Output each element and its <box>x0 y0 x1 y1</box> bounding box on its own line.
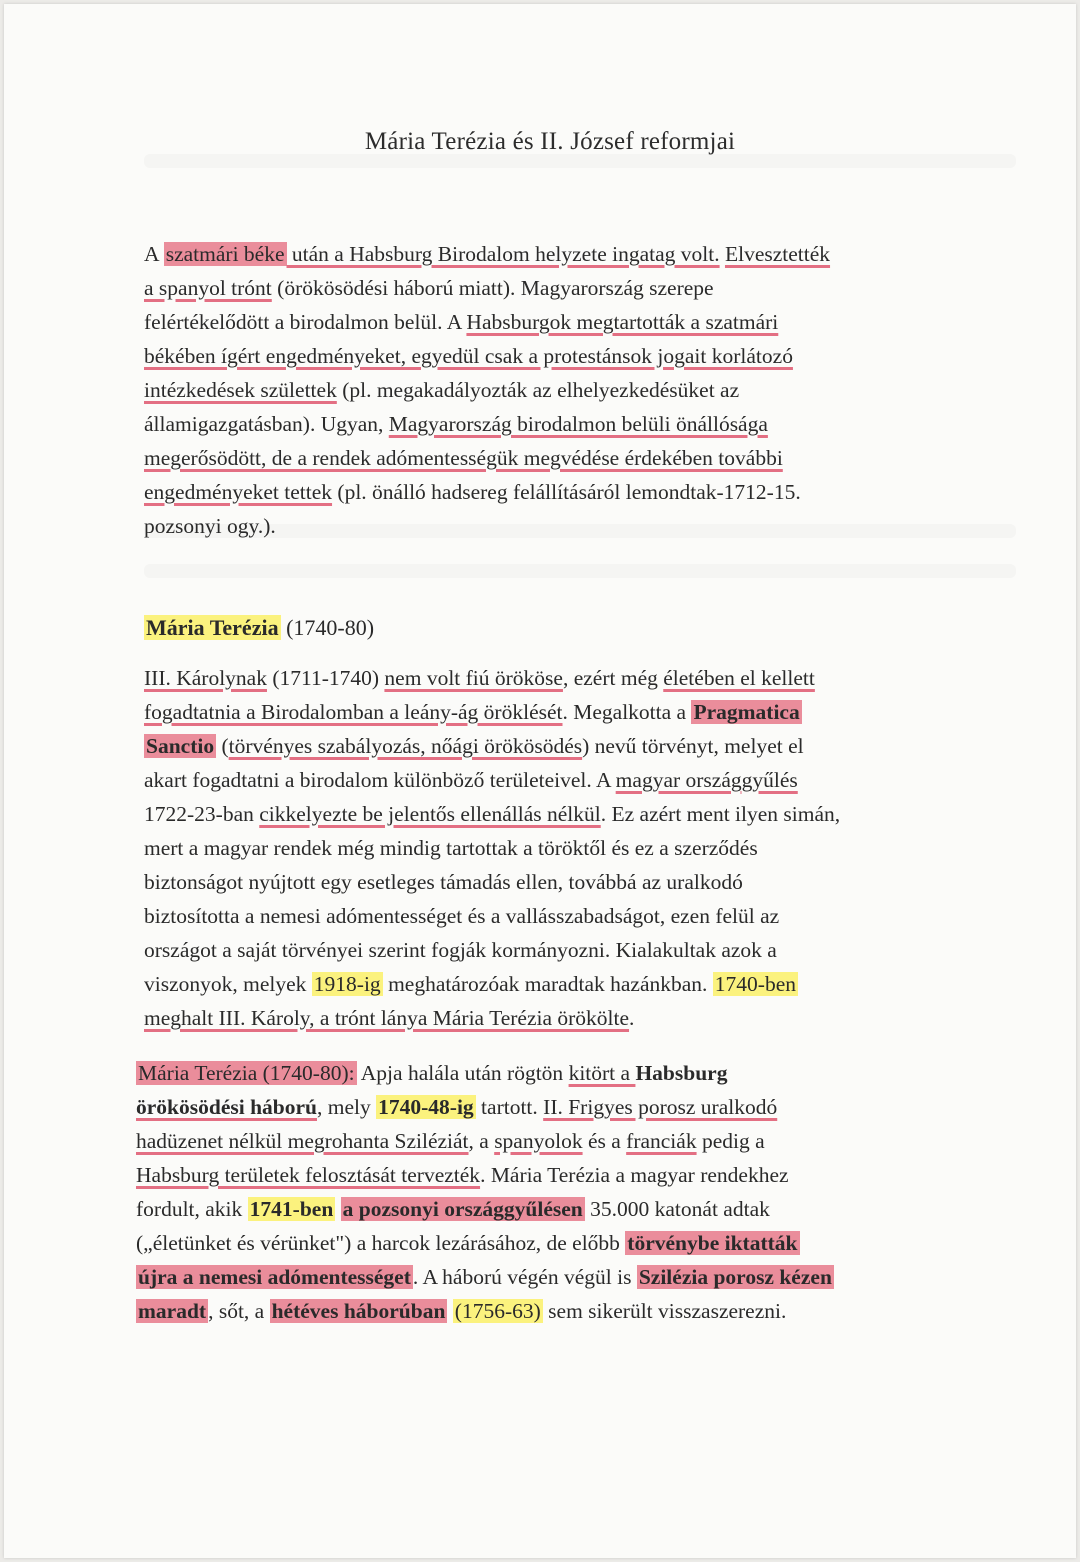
text-run: , sőt, a <box>208 1299 270 1323</box>
text-run <box>447 1299 452 1323</box>
text-line <box>144 441 954 475</box>
text-run: után a Habsburg Birodalom helyzete ingatag volt. <box>286 242 720 266</box>
text-run: biztonságot nyújtott egy esetleges támadás ellen, továbbá az uralkodó <box>144 870 743 894</box>
text-line <box>136 1056 966 1090</box>
text-run: 1740-48-ig <box>378 1095 474 1119</box>
text-run: spanyolok <box>494 1129 583 1153</box>
text-run: sem sikerült visszaszerezni. <box>542 1299 787 1323</box>
text-run: Habsburg területek felosztását tervezték <box>136 1163 481 1187</box>
text-line <box>144 407 954 441</box>
text-line <box>144 1001 964 1035</box>
text-run: (pl. önálló hadsereg felállításáról lemondtak-1712-15. <box>332 480 801 504</box>
text-line <box>144 831 964 865</box>
text-run: III. Károlynak <box>144 666 267 690</box>
text-run: újra a nemesi adómentességet <box>138 1265 411 1289</box>
text-run: békében ígért engedményeket, egyedül csak a protestánsok jogait korlátozó <box>144 344 793 368</box>
text-run: akart fogadtatni a birodalom különböző területeivel. A <box>144 768 616 792</box>
text-run: felértékelődött a birodalmon belül. A <box>144 310 467 334</box>
text-run: Mária Terézia <box>146 615 279 640</box>
text-run: Magyarország birodalmon belüli önállósága <box>388 412 768 436</box>
text-line <box>144 763 964 797</box>
paragraph-pragmatica <box>144 661 964 1035</box>
text-run: pedig a <box>696 1129 765 1153</box>
text-run: törvénybe iktatták <box>627 1231 798 1255</box>
text-line <box>144 933 964 967</box>
text-line <box>136 1124 966 1158</box>
text-run: törvényes szabályozás, nőági örökösödés <box>228 734 583 758</box>
text-run: Habsburg <box>635 1061 728 1085</box>
text-run: életében el kellett <box>663 666 815 690</box>
text-run: országot a saját törvényei szerint fogják kormányozni. Kialakultak azok a <box>144 938 777 962</box>
text-run: hétéves háborúban <box>271 1299 446 1323</box>
text-line <box>144 271 954 305</box>
text-run: . <box>629 1006 635 1030</box>
text-run: 1740-ben <box>714 972 796 996</box>
text-run: A <box>144 242 164 266</box>
text-line <box>144 899 964 933</box>
text-run: Sanctio <box>146 734 215 758</box>
text-run: , a <box>468 1129 495 1153</box>
text-run: Habsburgok megtartották a szatmári <box>466 310 779 334</box>
text-run: (örökösödési háború miatt). Magyarország szerepe <box>271 276 714 300</box>
text-run: 35.000 katonát adtak <box>584 1197 770 1221</box>
text-run: pozsonyi ogy.). <box>144 514 276 538</box>
text-run: a spanyol trónt <box>144 276 272 300</box>
text-line <box>136 1192 966 1226</box>
text-run: tartott. <box>475 1095 544 1119</box>
text-line <box>136 1090 966 1124</box>
text-run: Elvesztették <box>724 242 831 266</box>
text-run: biztosította a nemesi adómentességet és a vallásszabadságot, ezen felül az <box>144 904 780 928</box>
text-run: . Mária Terézia a magyar rendekhez <box>480 1163 789 1187</box>
text-line <box>136 1226 966 1260</box>
text-run: 1741-ben <box>249 1197 334 1221</box>
text-run: . Ez azért ment ilyen simán, <box>600 802 841 826</box>
text-run: franciák <box>626 1129 697 1153</box>
text-run: engedményeket tettek <box>144 480 333 504</box>
text-run: mert a magyar rendek még mindig tartottak a töröktől és ez a szerződés <box>144 836 758 860</box>
text-run: („életünket és vérünket") a harcok lezárásához, de előbb <box>136 1231 626 1255</box>
text-run: . Megalkotta a <box>562 700 692 724</box>
text-line <box>144 661 964 695</box>
text-run: . A háború végén végül is <box>412 1265 637 1289</box>
text-run: ( <box>216 734 229 758</box>
paragraph-succession-war <box>136 1056 966 1328</box>
section-heading <box>144 611 374 645</box>
text-line <box>144 509 954 543</box>
text-run <box>335 1197 340 1221</box>
text-run: Apja halála után rögtön <box>356 1061 569 1085</box>
text-run: ) nevű törvényt, melyet el <box>582 734 804 758</box>
text-run: meghatározóak maradtak hazánkban. <box>382 972 713 996</box>
text-run: 1918-ig <box>313 972 381 996</box>
page-title: Mária Terézia és II. József reformjai <box>364 128 736 155</box>
text-run: , mely <box>317 1095 377 1119</box>
text-line <box>144 373 954 407</box>
text-run: (1711-1740) <box>266 666 385 690</box>
text-line <box>144 695 964 729</box>
text-line <box>144 967 964 1001</box>
text-run: kitört a <box>568 1061 636 1085</box>
text-line <box>136 1158 966 1192</box>
text-run: nem volt fiú örököse <box>384 666 563 690</box>
text-line <box>136 1260 966 1294</box>
text-run: Mária Terézia (1740-80): <box>138 1061 355 1085</box>
text-run: örökösödési háború <box>136 1095 317 1119</box>
text-run: cikkelyezte be jelentős ellenállás nélkül <box>259 802 601 826</box>
text-line <box>144 237 954 271</box>
text-run: Szilézia porosz kézen <box>638 1265 832 1289</box>
bleed-through-shadow <box>144 154 1016 168</box>
text-run: hadüzenet nélkül megrohanta Sziléziát <box>136 1129 469 1153</box>
text-run: (1756-63) <box>454 1299 541 1323</box>
bleed-through-shadow <box>144 564 1016 578</box>
text-run: államigazgatásban). Ugyan, <box>144 412 389 436</box>
text-run: II. Frigyes porosz uralkodó <box>543 1095 778 1119</box>
text-run: fogadtatnia a Birodalomban a leány-ág öröklését <box>144 700 563 724</box>
heading-line <box>144 611 374 645</box>
text-line <box>136 1294 966 1328</box>
text-run: (pl. megakadályozták az elhelyezkedésüket az <box>336 378 740 402</box>
text-run: megerősödött, de a rendek adómentességük megvédése érdekében további <box>144 446 783 470</box>
text-run: viszonyok, melyek <box>144 972 312 996</box>
text-line <box>144 339 954 373</box>
text-run: (1740-80) <box>280 615 375 640</box>
text-line <box>144 305 954 339</box>
text-run: maradt <box>138 1299 207 1323</box>
text-run: intézkedések születtek <box>144 378 337 402</box>
text-run: Pragmatica <box>693 700 800 724</box>
text-line <box>144 865 964 899</box>
text-run: magyar országgyűlés <box>615 768 798 792</box>
text-line <box>144 797 964 831</box>
text-line <box>144 729 964 763</box>
text-run: meghalt III. Károly, a trónt lánya Mária Terézia örökölte <box>144 1006 630 1030</box>
text-line <box>144 475 954 509</box>
text-run: fordult, akik <box>136 1197 248 1221</box>
paragraph-intro <box>144 237 954 543</box>
text-run: szatmári béke <box>165 242 285 266</box>
text-run: 1722-23-ban <box>144 802 260 826</box>
text-run: , ezért még <box>562 666 664 690</box>
text-run: a pozsonyi országgyűlésen <box>342 1197 583 1221</box>
text-run: és a <box>582 1129 627 1153</box>
